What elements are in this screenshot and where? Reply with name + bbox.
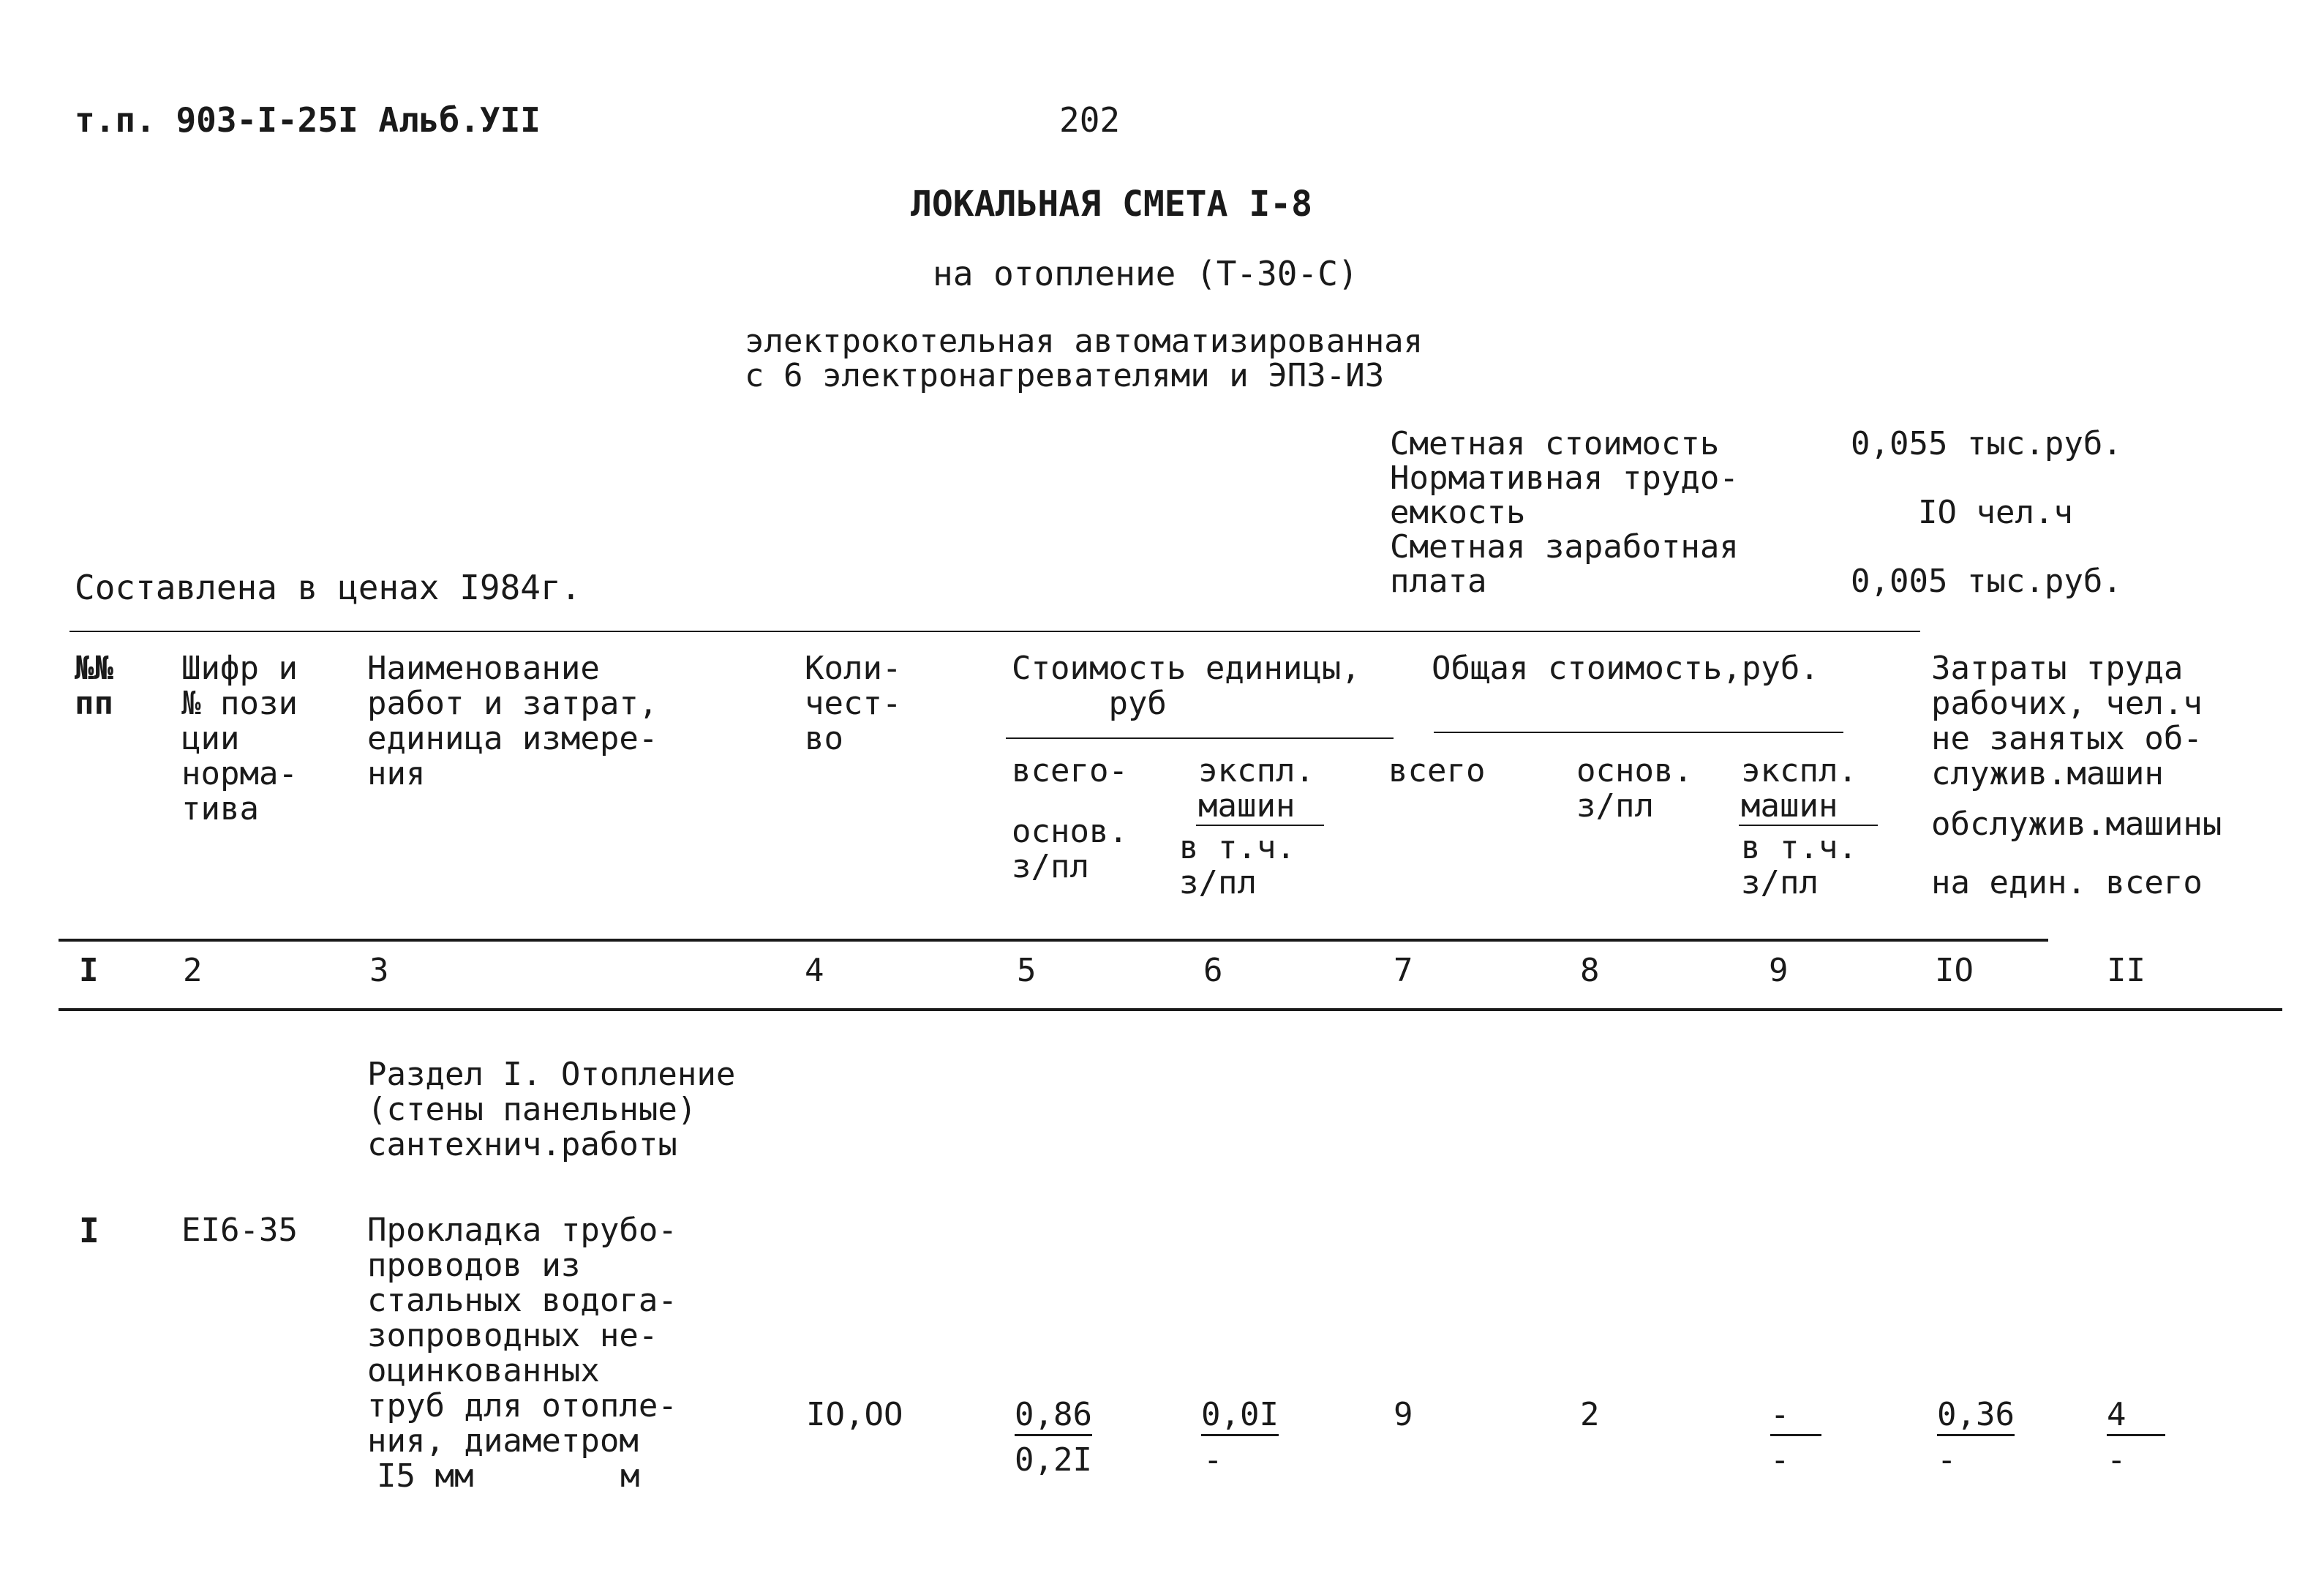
total-cost-rule xyxy=(1434,732,1843,733)
col-number-7: 7 xyxy=(1394,952,1413,989)
header-labor: Затраты труда рабочих, чел.ч не занятых об- служив.машин xyxy=(1931,650,2203,792)
labor-value: IO чел.ч xyxy=(1918,494,2073,531)
unit-cost-rule xyxy=(1006,737,1394,739)
header-labor-per-unit: на един. всего xyxy=(1931,864,2203,901)
col-number-2: 2 xyxy=(183,952,203,989)
labor-label-2: емкость xyxy=(1390,494,1526,531)
cost-value: 0,055 тыс.руб. xyxy=(1851,425,2122,462)
header-col-name: Наименование работ и затрат, единица измере- ния xyxy=(367,650,658,792)
labor-label-1: Нормативная трудо- xyxy=(1390,459,1739,497)
header-unit-machine-wage: в т.ч. з/пл xyxy=(1179,829,1296,901)
column-numbers-bottom-rule xyxy=(59,1008,2282,1011)
row-total-all: 9 xyxy=(1394,1396,1413,1433)
table-top-rule xyxy=(69,631,1920,632)
row-unit-total: 0,86 xyxy=(1015,1397,1092,1436)
header-total-machine-wage: в т.ч. з/пл xyxy=(1741,829,1857,901)
header-unit-base-wage: основ. з/пл xyxy=(1012,813,1128,885)
estimate-title: ЛОКАЛЬНАЯ СМЕТА I-8 xyxy=(911,184,1313,225)
object-description-line2: с 6 электронагревателями и ЭПЗ-ИЗ xyxy=(745,357,1385,394)
estimate-subtitle: на отопление (Т-30-С) xyxy=(933,254,1358,293)
header-total-all: всего xyxy=(1388,752,1486,789)
row-quantity: IO,OO xyxy=(806,1396,903,1433)
row-total-machine: - xyxy=(1770,1397,1821,1436)
row-code: EI6-35 xyxy=(181,1212,298,1249)
wage-label-2: плата xyxy=(1390,563,1487,600)
row-unit-machine-wage: - xyxy=(1203,1441,1223,1479)
row-labor-total-machine: - xyxy=(2107,1441,2126,1479)
wage-value: 0,005 тыс.руб. xyxy=(1851,563,2122,600)
col-number-6: 6 xyxy=(1203,952,1223,989)
row-unit: м xyxy=(620,1457,640,1495)
col-number-5: 5 xyxy=(1017,952,1037,989)
header-col-num: №№ пп xyxy=(75,650,113,722)
col-number-8: 8 xyxy=(1580,952,1600,989)
object-description-line1: электрокотельная автоматизированная xyxy=(745,323,1424,360)
page-number: 202 xyxy=(1059,100,1121,140)
header-unit-machine: экспл. машин xyxy=(1198,752,1315,825)
row-unit-machine: 0,0I xyxy=(1201,1397,1279,1436)
header-total-machine: экспл. машин xyxy=(1741,752,1857,825)
unit-machine-rule xyxy=(1196,825,1324,826)
header-col-code: Шифр и № пози ции норма- тива xyxy=(181,650,298,827)
row-labor-unit: 0,36 xyxy=(1937,1397,2015,1436)
row-unit-base-wage: 0,2I xyxy=(1015,1441,1092,1479)
row-name-last: I5 мм xyxy=(377,1457,474,1495)
row-total-machine-wage: - xyxy=(1770,1441,1790,1479)
col-number-10: IO xyxy=(1935,952,1974,989)
col-number-9: 9 xyxy=(1769,952,1789,989)
row-labor-unit-machine: - xyxy=(1937,1441,1957,1479)
row-number: I xyxy=(79,1211,99,1250)
cost-label: Сметная стоимость xyxy=(1390,425,1720,462)
col-number-1: I xyxy=(79,952,99,989)
row-total-base-wage: 2 xyxy=(1580,1396,1600,1433)
header-unit-total: всего- xyxy=(1012,752,1128,789)
col-number-11: II xyxy=(2107,952,2146,989)
header-unit-cost: Стоимость единицы, руб xyxy=(1012,650,1361,722)
row-name: Прокладка трубо- проводов из стальных водога- зопроводных не- оцинкованных труб для отопле- ния, диаметром xyxy=(367,1212,677,1460)
prices-note: Составлена в ценах I984г. xyxy=(75,568,582,607)
total-machine-rule xyxy=(1739,825,1878,826)
col-number-4: 4 xyxy=(805,952,824,989)
wage-label-1: Сметная заработная xyxy=(1390,528,1739,566)
column-numbers-top-rule xyxy=(59,939,2048,942)
header-total-cost: Общая стоимость,руб. xyxy=(1432,650,1819,687)
header-col-qty: Коли- чест- во xyxy=(805,650,902,757)
header-total-base-wage: основ. з/пл xyxy=(1576,752,1693,825)
section-title: Раздел I. Отопление (стены панельные) сантехнич.работы xyxy=(367,1056,736,1163)
document-reference: т.п. 903-I-25I Альб.УII xyxy=(75,100,541,140)
row-labor-total: 4 xyxy=(2107,1397,2165,1436)
col-number-3: 3 xyxy=(369,952,389,989)
header-labor-machine: обслужив.машины xyxy=(1931,806,2222,843)
